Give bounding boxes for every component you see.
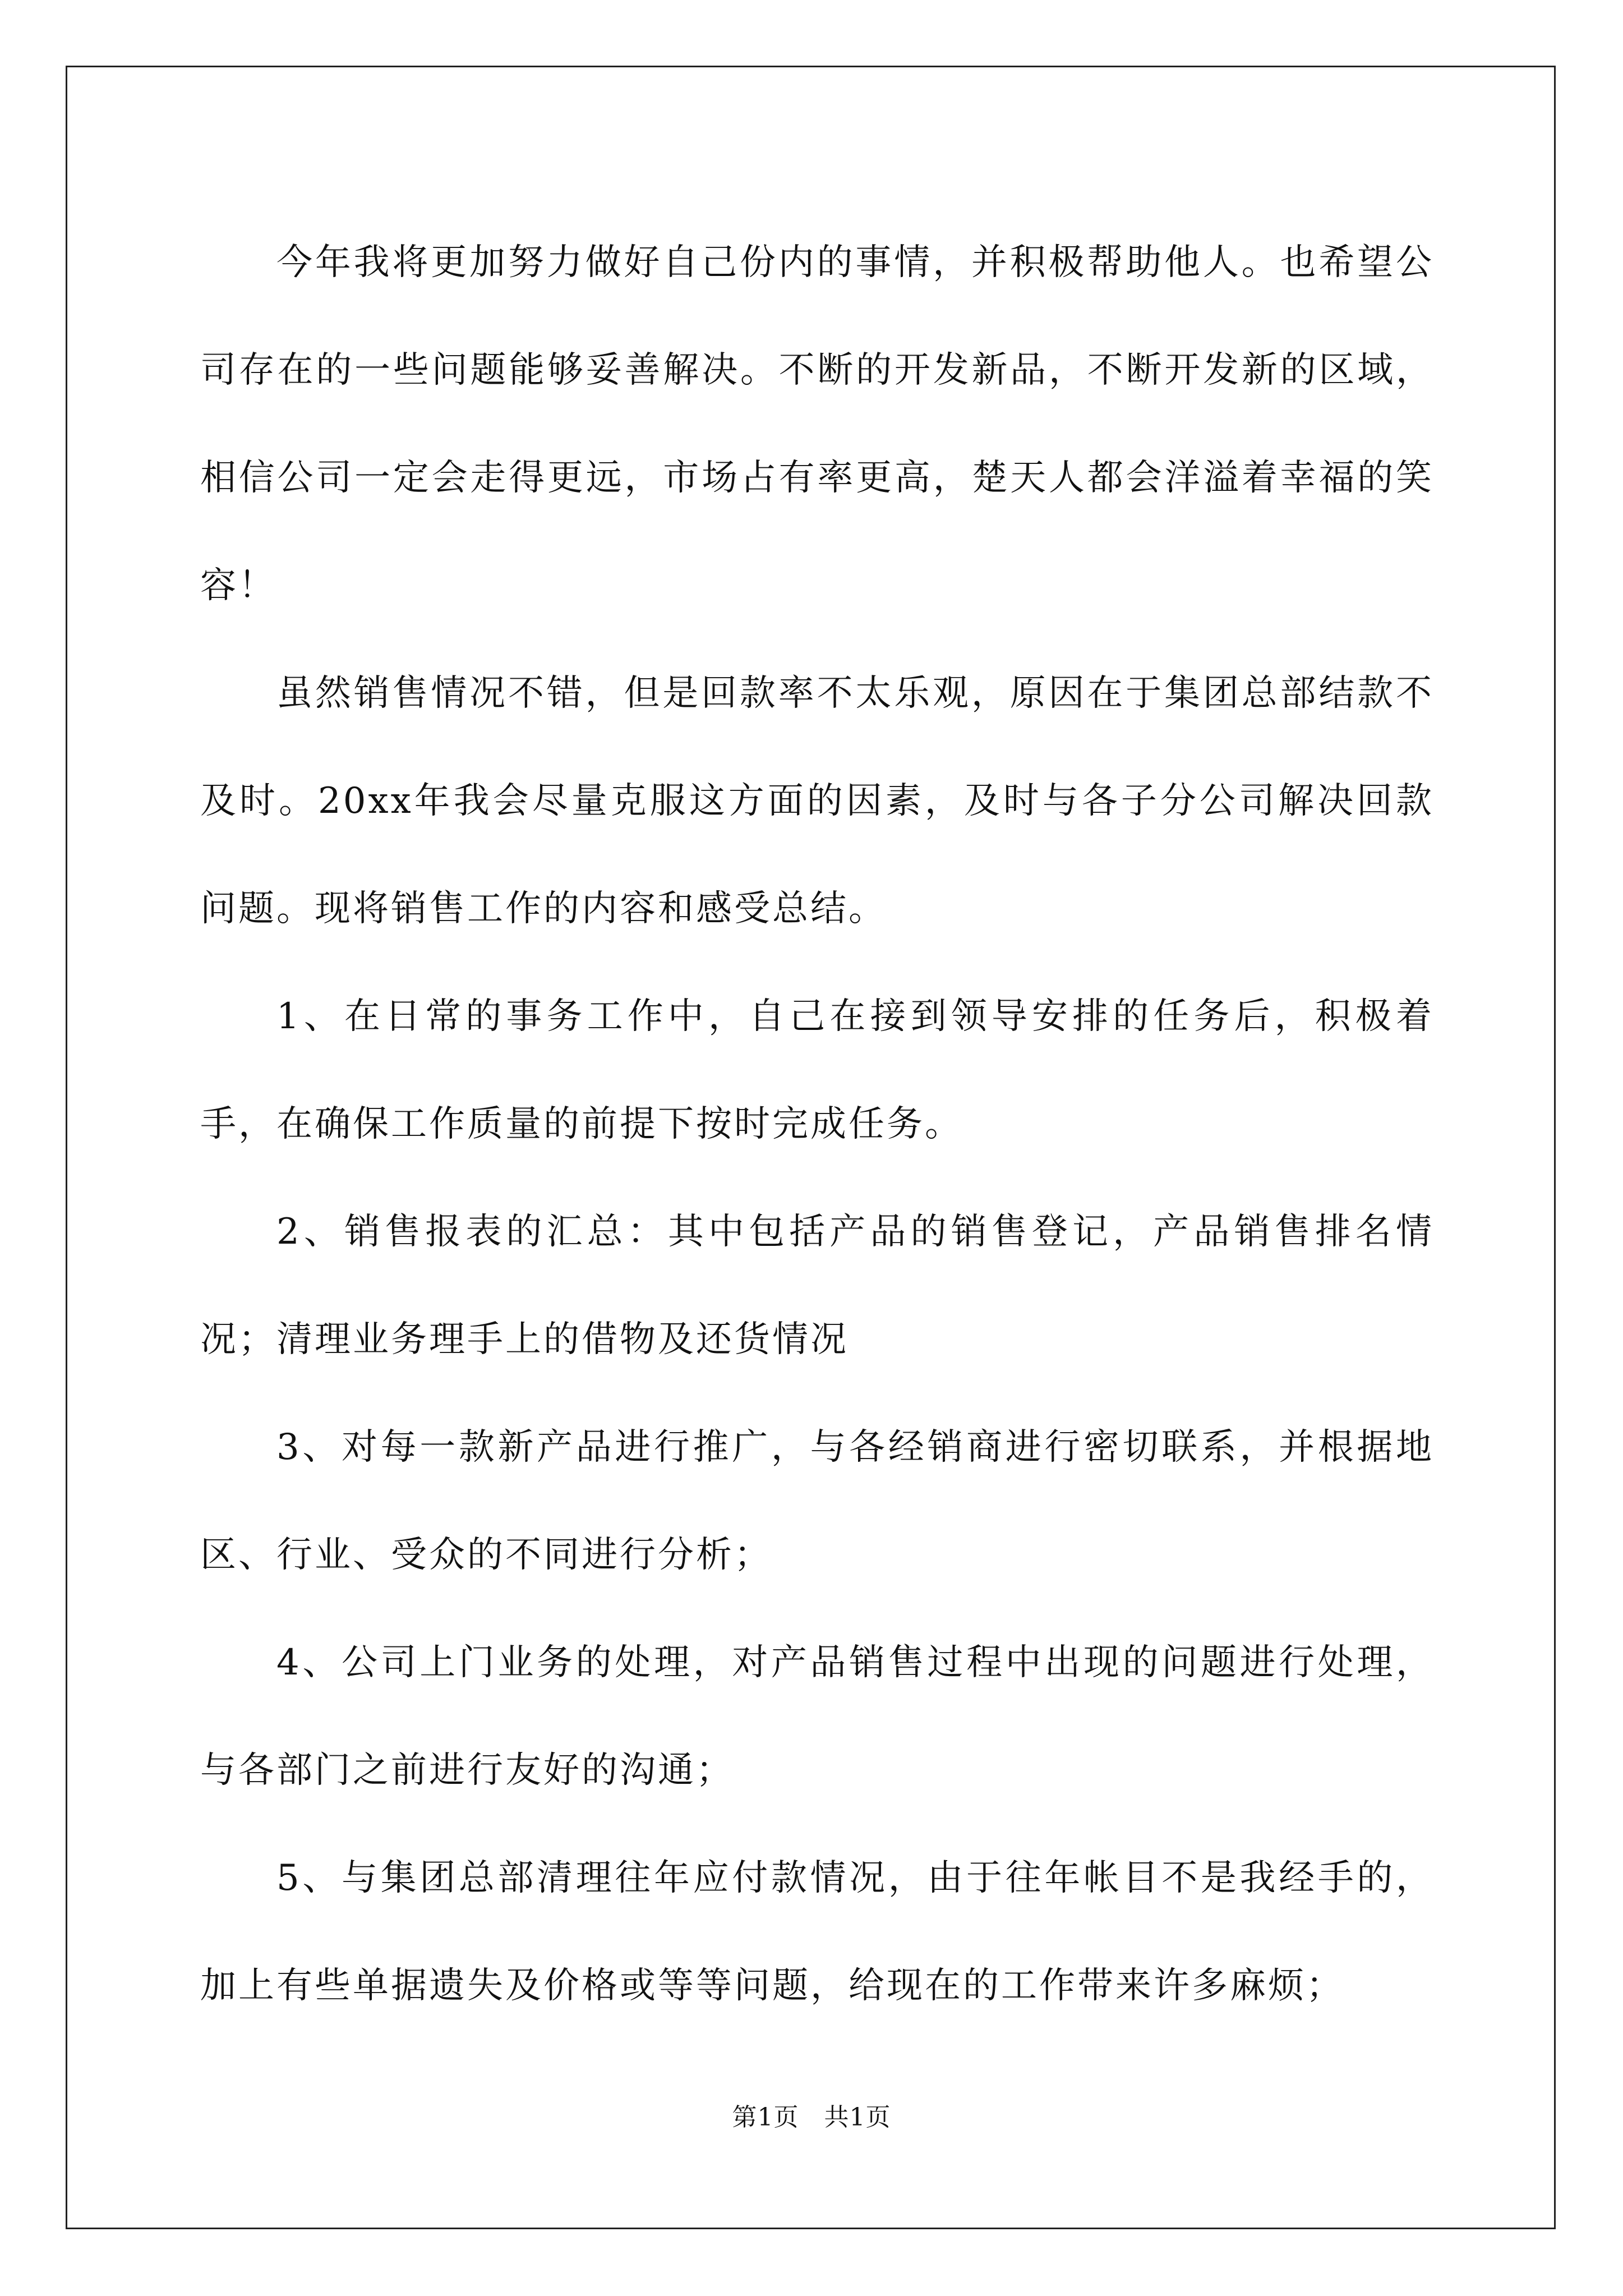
paragraph-1: 今年我将更加努力做好自己份内的事情，并积极帮助他人。也希望公司存在的一些问题能够妥善解决。不断的开发新品，不断开发新的区域，相信公司一定会走得更远，市场占有率更高，楚天人都会洋溢着幸福的笑容！ xyxy=(200,242,1434,606)
paragraph-3: 1、在日常的事务工作中，自己在接到领导安排的任务后，积极着手，在确保工作质量的前提下按时完成任务。 xyxy=(200,996,1434,1145)
paragraph-4: 2、销售报表的汇总：其中包括产品的销售登记，产品销售排名情况；清理业务理手上的借物及还货情况 xyxy=(200,1211,1434,1360)
paragraph-2: 虽然销售情况不错，但是回款率不太乐观，原因在于集团总部结款不及时。20xx年我会尽量克服这方面的因素，及时与各子分公司解决回款问题。现将销售工作的内容和感受总结。 xyxy=(200,673,1434,930)
document-body xyxy=(200,209,1434,2040)
paragraph-6: 4、公司上门业务的处理，对产品销售过程中出现的问题进行处理，与各部门之前进行友好的沟通； xyxy=(200,1642,1434,1791)
paragraph-5: 3、对每一款新产品进行推广，与各经销商进行密切联系，并根据地区、行业、受众的不同进行分析； xyxy=(200,1427,1434,1576)
page-footer: 第1页 共1页 xyxy=(732,2103,891,2132)
paragraph-7: 5、与集团总部清理往年应付款情况，由于往年帐目不是我经手的，加上有些单据遗失及价格或等等问题，给现在的工作带来许多麻烦； xyxy=(200,1857,1434,2007)
